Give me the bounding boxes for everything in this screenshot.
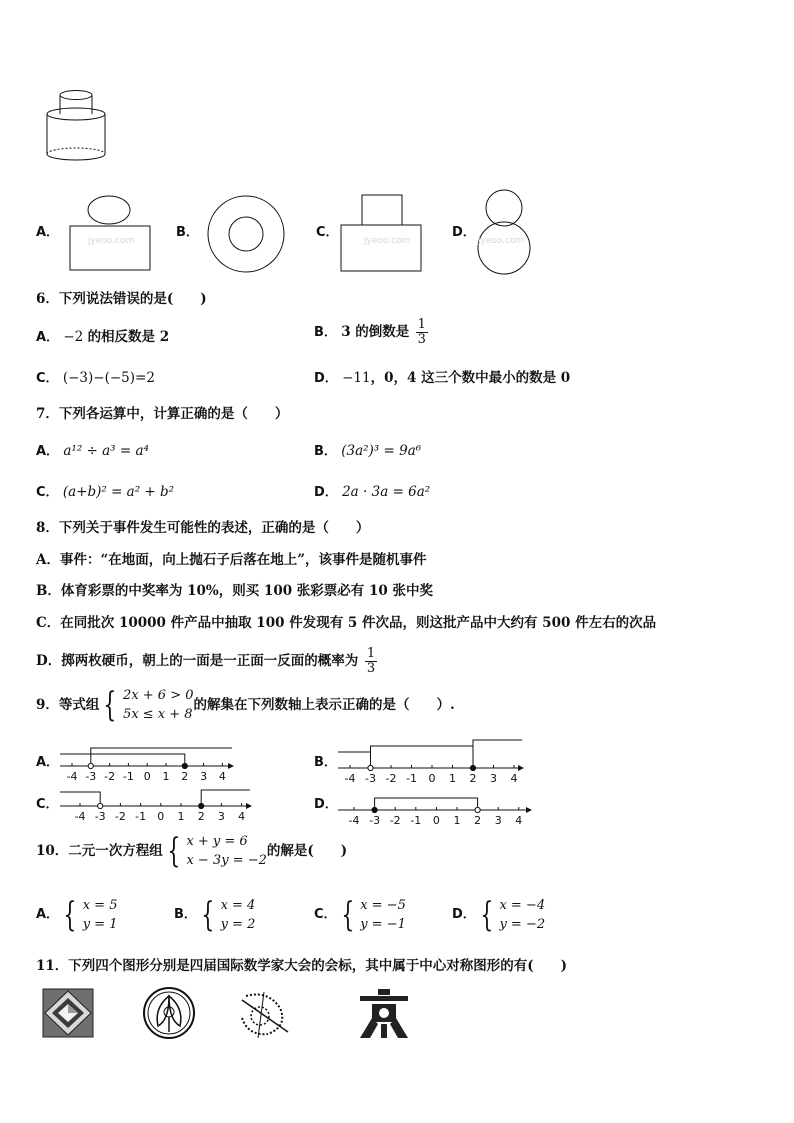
q10-option-a [36, 896, 117, 934]
axis-tick-label: -4 [348, 814, 360, 827]
q10-option-a-line1: x = 5 [82, 898, 118, 913]
fraction-numerator: 1 [366, 646, 376, 661]
q7-option-b-label: B． [314, 444, 337, 459]
q5-option-a-figure [66, 194, 156, 274]
axis-tick-label: 1 [449, 772, 456, 782]
q8-option-d-fraction [365, 647, 377, 676]
open-endpoint [368, 765, 373, 770]
q9-inequality-2: 5x ≤ x + 8 [123, 707, 193, 722]
axis-arrow-icon [228, 763, 234, 769]
axis-tick-label: 1 [177, 810, 185, 823]
q9-inequality-system [99, 686, 193, 724]
q6-option-a [36, 328, 169, 347]
q6-stem: 6．下列说法错误的是( ) [36, 291, 207, 307]
watermark-2: jyeoo.com [364, 236, 411, 246]
axis-tick-label: 4 [238, 810, 246, 823]
q9-option-c-number-line [58, 784, 256, 824]
axis-tick-label: 0 [428, 772, 436, 782]
q6-option-a-text: 的相反数是 2 [87, 329, 170, 345]
axis-tick-label: -2 [104, 770, 116, 782]
q7-stem: 7．下列各运算中，计算正确的是（ ） [36, 406, 289, 422]
q5-option-c-label: C． [316, 225, 339, 240]
q10-option-c [314, 896, 406, 934]
brace-icon: { [201, 895, 215, 935]
q8-option-a: A．事件：“在地面，向上抛石子后落在地上”，该事件是随机事件 [36, 552, 427, 568]
q6-option-a-math: −2 [63, 329, 84, 345]
q9-inequality-1: 2x + 6 > 0 [123, 688, 194, 703]
open-endpoint [88, 763, 93, 768]
solid-endpoint [182, 763, 187, 768]
q10-option-b-line2: y = 2 [220, 917, 256, 932]
axis-tick-label: -1 [406, 772, 417, 782]
q7-option-c [36, 483, 174, 502]
axis-tick-label: -3 [85, 770, 97, 782]
q6-option-a-label: A． [36, 330, 60, 345]
q9-stem [36, 686, 455, 724]
q5-option-d-label: D． [452, 225, 476, 240]
q10-option-d-line2: y = −2 [499, 917, 546, 932]
q7-option-a [36, 442, 149, 461]
q5-solid-figure [44, 86, 116, 166]
brace-icon: { [103, 685, 117, 725]
solid-endpoint [372, 807, 377, 812]
q5-option-b-label: B． [176, 225, 199, 240]
q7-option-b [314, 442, 421, 461]
axis-tick-label: -3 [365, 772, 376, 782]
axis-arrow-icon [518, 765, 524, 771]
q10-option-b-label: B． [174, 907, 197, 922]
q11-logo-4-icon [356, 988, 412, 1040]
q10-option-a-line2: y = 1 [82, 917, 118, 932]
q6-option-b-fraction [416, 318, 428, 347]
axis-tick-label: -1 [135, 810, 147, 823]
q10-option-c-line1: x = −5 [360, 898, 406, 913]
q6-option-d-label: D． [314, 371, 338, 386]
q7-option-c-math: (a+b)² = a² + b² [62, 484, 175, 500]
solution-ray [375, 798, 478, 810]
q5-option-a-label: A． [36, 225, 60, 240]
q7-option-d-label: D． [314, 485, 338, 500]
solution-ray [201, 790, 250, 806]
q9-option-b-label: B． [314, 755, 337, 770]
q7-option-b-math: (3a²)³ = 9a⁶ [341, 443, 422, 459]
fraction-denominator: 3 [366, 661, 376, 676]
fraction-denominator: 3 [417, 332, 426, 347]
axis-tick-label: 0 [432, 814, 440, 827]
axis-tick-label: -4 [74, 810, 86, 823]
q6-option-b-text: 3 的倒数是 [341, 324, 410, 340]
q7-option-d [314, 483, 430, 502]
axis-tick-label: 3 [494, 814, 502, 827]
brace-icon: { [480, 895, 494, 935]
axis-tick-label: 4 [510, 772, 518, 782]
q10-option-d [452, 896, 545, 934]
brace-icon: { [167, 831, 181, 871]
solution-ray [371, 746, 474, 768]
q10-option-c-label: C． [314, 907, 337, 922]
q10-option-a-system [59, 896, 117, 934]
axis-tick-label: -1 [410, 814, 422, 827]
q9-option-d-label: D． [314, 797, 338, 812]
q10-option-d-system [476, 896, 545, 934]
q11-logo-2-icon [142, 986, 196, 1040]
q10-option-b [174, 896, 255, 934]
q9-option-a-number-line [58, 742, 238, 782]
fraction-numerator: 1 [417, 317, 426, 332]
axis-tick-label: 1 [162, 770, 170, 782]
axis-tick-label: -3 [94, 810, 106, 823]
q6-option-c-label: C． [36, 371, 59, 386]
axis-tick-label: -1 [122, 770, 134, 782]
axis-tick-label: 3 [490, 772, 497, 782]
open-endpoint [98, 803, 103, 808]
axis-arrow-icon [246, 803, 252, 809]
q8-option-c: C．在同批次 10000 件产品中抽取 100 件发现有 5 件次品，则这批产品中大约有 500 件左右的次品 [36, 615, 657, 631]
q9-suffix: 的解集在下列数轴上表示正确的是（ ）. [193, 697, 455, 713]
q7-option-d-math: 2a · 3a = 6a² [342, 484, 431, 500]
q10-option-b-system [197, 896, 255, 934]
axis-tick-label: -2 [389, 814, 401, 827]
axis-tick-label: 3 [200, 770, 208, 782]
axis-tick-label: -4 [344, 772, 356, 782]
q6-option-d-math: −11 [342, 370, 371, 386]
solution-ray [91, 748, 232, 766]
q7-option-a-label: A． [36, 444, 60, 459]
q9-option-b-number-line [336, 738, 528, 782]
solution-ray [338, 752, 371, 768]
q5-option-c-figure [338, 192, 428, 276]
solution-ray [473, 740, 522, 768]
brace-icon: { [340, 895, 354, 935]
axis-arrow-icon [526, 807, 532, 813]
q10-option-d-line1: x = −4 [499, 898, 546, 913]
q7-option-c-label: C． [36, 485, 59, 500]
brace-icon: { [63, 895, 77, 935]
q10-suffix: 的解是( ) [266, 843, 348, 859]
q10-option-c-line2: y = −1 [360, 917, 406, 932]
q6-option-b-label: B． [314, 325, 337, 340]
q10-option-c-system [337, 896, 406, 934]
axis-tick-label: 4 [218, 770, 226, 782]
axis-tick-label: 2 [197, 810, 205, 823]
axis-tick-label: 0 [143, 770, 151, 782]
solid-endpoint [199, 803, 204, 808]
axis-tick-label: -4 [66, 770, 78, 782]
q10-stem [36, 832, 347, 870]
axis-tick-label: 2 [181, 770, 189, 782]
q10-equation-2: x − 3y = −2 [186, 853, 267, 868]
q10-prefix: 10．二元一次方程组 [36, 843, 163, 859]
axis-tick-label: 3 [217, 810, 225, 823]
axis-tick-label: -2 [114, 810, 126, 823]
q10-option-b-line1: x = 4 [220, 898, 256, 913]
q6-option-d [314, 369, 570, 388]
q10-option-a-label: A． [36, 907, 60, 922]
q8-option-d-text: D．掷两枚硬币，朝上的一面是一正面一反面的概率为 [36, 653, 359, 669]
axis-tick-label: 2 [474, 814, 482, 827]
q7-option-a-math: a¹² ÷ a³ = a⁴ [63, 443, 149, 459]
open-endpoint [475, 807, 480, 812]
axis-tick-label: 0 [157, 810, 165, 823]
q6-option-c-math: (−3)−(−5)=2 [62, 370, 155, 386]
q5-option-b-figure [204, 192, 288, 276]
axis-tick-label: -3 [369, 814, 381, 827]
q6-option-c [36, 369, 155, 388]
q8-option-b: B．体育彩票的中奖率为 10%，则买 100 张彩票必有 10 张中奖 [36, 583, 433, 599]
axis-tick-label: -2 [385, 772, 397, 782]
q11-stem: 11．下列四个图形分别是四届国际数学家大会的会标，其中属于中心对称图形的有( ) [36, 958, 568, 974]
q5-option-d-figure [474, 186, 540, 280]
watermark-3: jyeoo.com [478, 236, 525, 246]
q8-stem: 8．下列关于事件发生可能性的表述，正确的是（ ） [36, 520, 370, 536]
q9-option-c-label: C． [36, 797, 59, 812]
q10-equation-1: x + y = 6 [186, 834, 248, 849]
axis-tick-label: 1 [453, 814, 461, 827]
q9-option-d-number-line [336, 792, 536, 832]
q11-logo-3-icon [238, 988, 292, 1040]
q8-option-d [36, 647, 377, 676]
solid-endpoint [470, 765, 475, 770]
q6-option-b [314, 318, 428, 347]
axis-tick-label: 2 [469, 772, 477, 782]
q10-equation-system [163, 832, 267, 870]
q6-option-d-text: ，0，4 这三个数中最小的数是 0 [370, 370, 571, 386]
q9-option-a-label: A． [36, 755, 60, 770]
watermark-1: jyeoo.com [88, 236, 135, 246]
q10-option-d-label: D． [452, 907, 476, 922]
q11-logo-1-icon [42, 988, 94, 1038]
q9-prefix: 9．等式组 [36, 697, 100, 713]
axis-tick-label: 4 [515, 814, 523, 827]
